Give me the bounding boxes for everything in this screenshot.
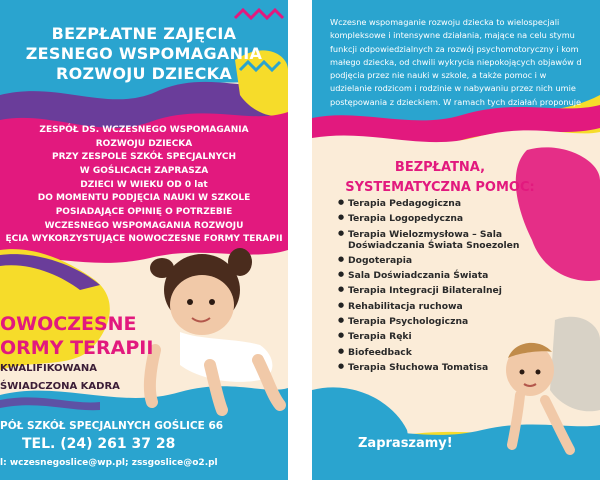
- body-line: POSIADAJĄCE OPINIĘ O POTRZEBIE: [55, 207, 233, 218]
- intro-line: małego dziecka, od chwili wykrycia niepokojących objawów d: [330, 56, 582, 67]
- staff-line: ŚWIADCZONA KADRA: [0, 381, 120, 392]
- therapy-item: ● Biofeedback: [338, 347, 538, 358]
- therapy-item: ● Dogoterapia: [338, 255, 538, 266]
- therapy-item: ● Sala Doświadczania Świata: [338, 270, 538, 281]
- body-line: DO MOMENTU PODJĘCIA NAUKI W SZKOLE: [37, 193, 251, 204]
- therapy-item: ● Terapia Logopedyczna: [338, 213, 538, 224]
- staff-line: KWALIFIKOWANA: [0, 363, 97, 374]
- intro-line: udzielanie rodzicom i rodzinie w nabywaniu przez nich umie: [330, 83, 576, 94]
- body-line: ZESPÓŁ DS. WCZESNEGO WSPOMAGANIA: [39, 125, 249, 135]
- boy-photo-illustration: [500, 300, 600, 470]
- phone-number: TEL. (24) 261 37 28: [22, 436, 176, 452]
- heading-line: BEZPŁATNA,: [394, 160, 486, 175]
- therapy-item: ● Terapia Integracji Bilateralnej: [338, 285, 538, 296]
- school-name: PÓŁ SZKÓŁ SPECJALNYCH GOŚLICE 66: [0, 420, 224, 432]
- intro-line: kompleksowe i intensywne działania, mające na celu stymu: [330, 30, 575, 41]
- right-flyer-page: [312, 0, 600, 480]
- help-heading: [330, 158, 550, 197]
- intro-line: postępowania z dzieckiem. W ramach tych działań proponuje: [330, 96, 582, 107]
- title-line: ROZWOJU DZIECKA: [55, 64, 233, 83]
- girl-photo-illustration: [140, 240, 288, 420]
- body-line: ĘCIA WYKORZYSTUJĄCE NOWOCZESNE FORMY TERAPII: [5, 234, 283, 245]
- modern-line: OWOCZESNE: [0, 313, 137, 335]
- modern-therapy-heading: [0, 313, 153, 361]
- therapy-item: ● Rehabilitacja ruchowa: [338, 301, 538, 312]
- therapy-item: ● Terapia Wielozmysłowa – Sala Doświadczania Świata Snoezolen: [338, 229, 538, 251]
- left-title: [0, 24, 288, 84]
- modern-line: ORMY TERAPII: [0, 336, 154, 359]
- title-line: BEZPŁATNE ZAJĘCIA: [51, 24, 237, 43]
- therapy-item: ● Terapia Psychologiczna: [338, 316, 538, 327]
- email-address: l: wczesnegoslice@wp.pl; zssgoslice@o2.pl: [0, 458, 218, 468]
- intro-line: Wczesne wspomaganie rozwoju dziecka to wielospecjali: [330, 17, 560, 27]
- therapy-item: ● Terapia Ręki: [338, 331, 538, 342]
- intro-paragraph: [330, 16, 596, 109]
- body-line: DZIECI W WIEKU OD 0 lat: [80, 179, 208, 190]
- therapy-item: ● Terapia Pedagogiczna: [338, 198, 538, 209]
- body-line: WCZESNEGO WSPOMAGANIA ROZWOJU: [44, 220, 244, 231]
- staff-info: [0, 360, 120, 396]
- body-line: PRZY ZESPOLE SZKÓŁ SPECJALNYCH: [51, 152, 236, 163]
- left-flyer-page: [0, 0, 288, 480]
- intro-line: podjęcia przez nie nauki w szkole, a także pomoc i w: [330, 70, 547, 81]
- body-line: W GOŚLICACH ZAPRASZA: [79, 166, 209, 177]
- intro-line: funkcji odpowiedzialnych za rozwój psychomotoryczny i kom: [330, 43, 579, 54]
- left-body-text: [0, 124, 288, 247]
- closing-invite: Zapraszamy!: [358, 436, 453, 451]
- body-line: ROZWOJU DZIECKA: [95, 138, 193, 149]
- heading-line: SYSTEMATYCZNA POMOC:: [345, 179, 535, 195]
- therapy-item: ● Terapia Słuchowa Tomatisa: [338, 362, 538, 373]
- title-line: ZESNEGO WSPOMAGANIA: [25, 44, 263, 63]
